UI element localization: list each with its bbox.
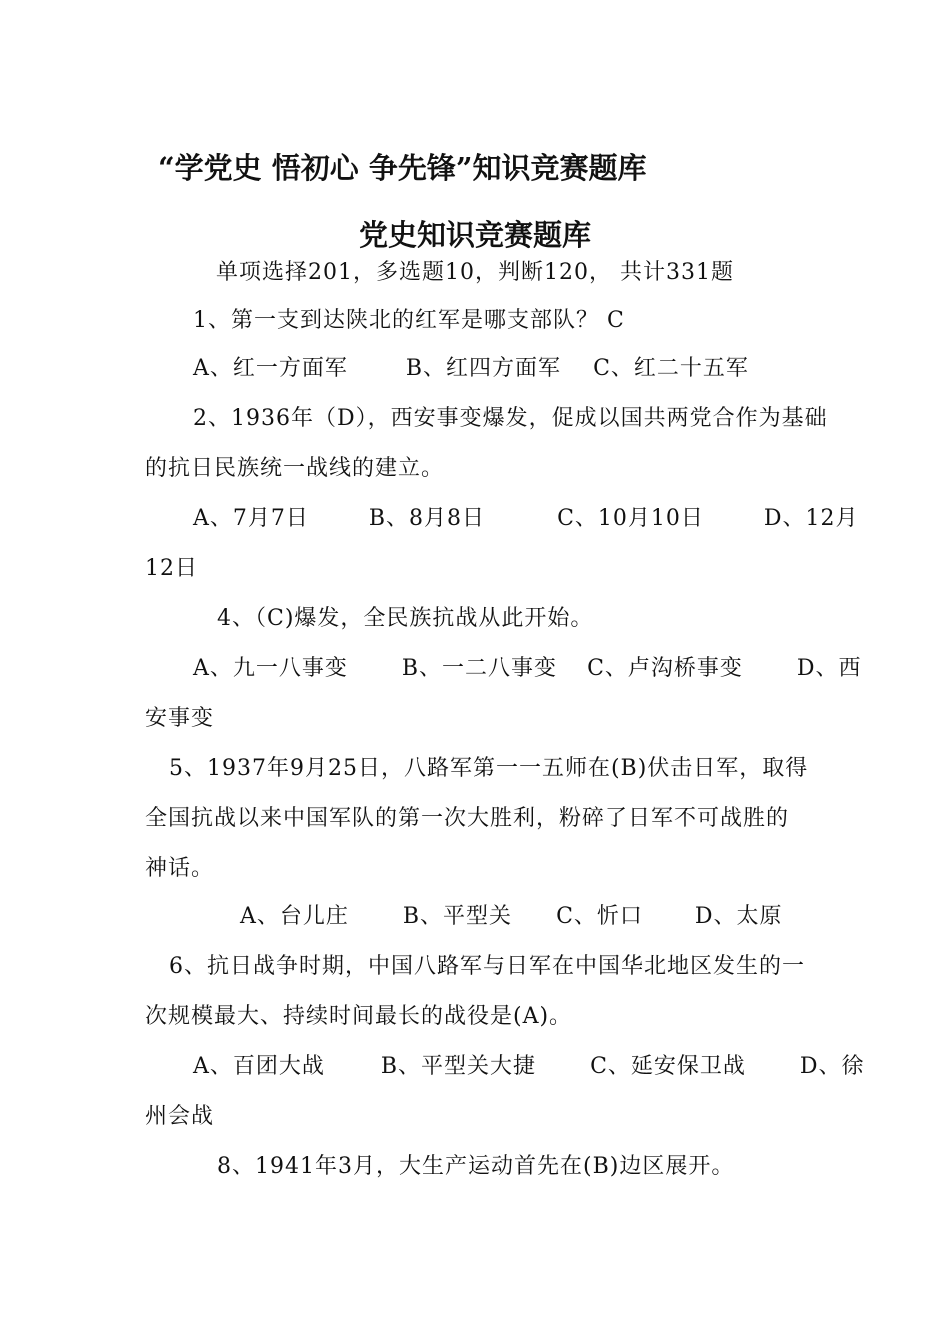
question-4-options (193, 654, 862, 684)
question-2-option-d-continued: 12日 (145, 556, 198, 581)
question-1-option-b: B、红四方面军 (405, 356, 562, 381)
question-6-option-d-continued: 州会战 (145, 1104, 215, 1129)
question-1-option-c: C、红二十五军 (593, 356, 749, 381)
question-6-option-a: A、百团大战 (193, 1054, 325, 1079)
question-6-options (193, 1052, 865, 1082)
question-1-stem: 1、第一支到达陕北的红军是哪支部队？ C (193, 308, 625, 333)
question-4-option-c: C、卢沟桥事变 (587, 656, 743, 681)
question-5-options (240, 902, 783, 932)
question-6-option-c: C、延安保卫战 (590, 1054, 746, 1079)
question-5-option-d: D、太原 (694, 904, 783, 929)
question-8-stem: 8、1941年3月，大生产运动首先在(B)边区展开。 (217, 1154, 735, 1179)
question-2-stem-line1: 2、1936年（D），西安事变爆发，促成以国共两党合作为基础 (193, 406, 828, 431)
question-4-option-d: D、西 (796, 656, 862, 681)
question-summary: 单项选择201，多选题10，判断120， 共计331题 (216, 260, 734, 285)
question-2-option-d: D、12月 (763, 506, 859, 531)
document-subtitle: 党史知识竞赛题库 (358, 218, 591, 252)
question-4-option-a: A、九一八事变 (193, 656, 348, 681)
question-2-option-a: A、7月7日 (193, 506, 309, 531)
document-title: “学党史 悟初心 争先锋”知识竞赛题库 (158, 151, 647, 185)
question-2-options (193, 504, 859, 534)
question-5-stem-line3: 神话。 (145, 856, 215, 881)
question-6-stem-line2: 次规模最大、持续时间最长的战役是(A)。 (145, 1004, 573, 1029)
question-1-options (193, 354, 749, 384)
question-2-option-c: C、10月10日 (557, 506, 704, 531)
question-5-stem-line2: 全国抗战以来中国军队的第一次大胜利，粉碎了日军不可战胜的 (145, 806, 790, 831)
question-6-option-b: B、平型关大捷 (380, 1054, 537, 1079)
question-4-option-d-continued: 安事变 (145, 706, 215, 731)
question-2-stem-line2: 的抗日民族统一战线的建立。 (145, 456, 445, 481)
question-1-option-a: A、红一方面军 (193, 356, 348, 381)
question-6-stem-line1: 6、抗日战争时期，中国八路军与日军在中国华北地区发生的一 (169, 954, 805, 979)
question-5-option-b: B、平型关 (402, 904, 513, 929)
question-2-option-b: B、8月8日 (368, 506, 486, 531)
question-5-option-a: A、台儿庄 (240, 904, 349, 929)
question-6-option-d: D、徐 (799, 1054, 865, 1079)
question-4-stem: 4、（C)爆发，全民族抗战从此开始。 (217, 606, 594, 631)
question-4-option-b: B、一二八事变 (401, 656, 558, 681)
question-5-option-c: C、忻口 (556, 904, 643, 929)
question-5-stem-line1: 5、1937年9月25日，八路军第一一五师在(B)伏击日军，取得 (169, 756, 809, 781)
